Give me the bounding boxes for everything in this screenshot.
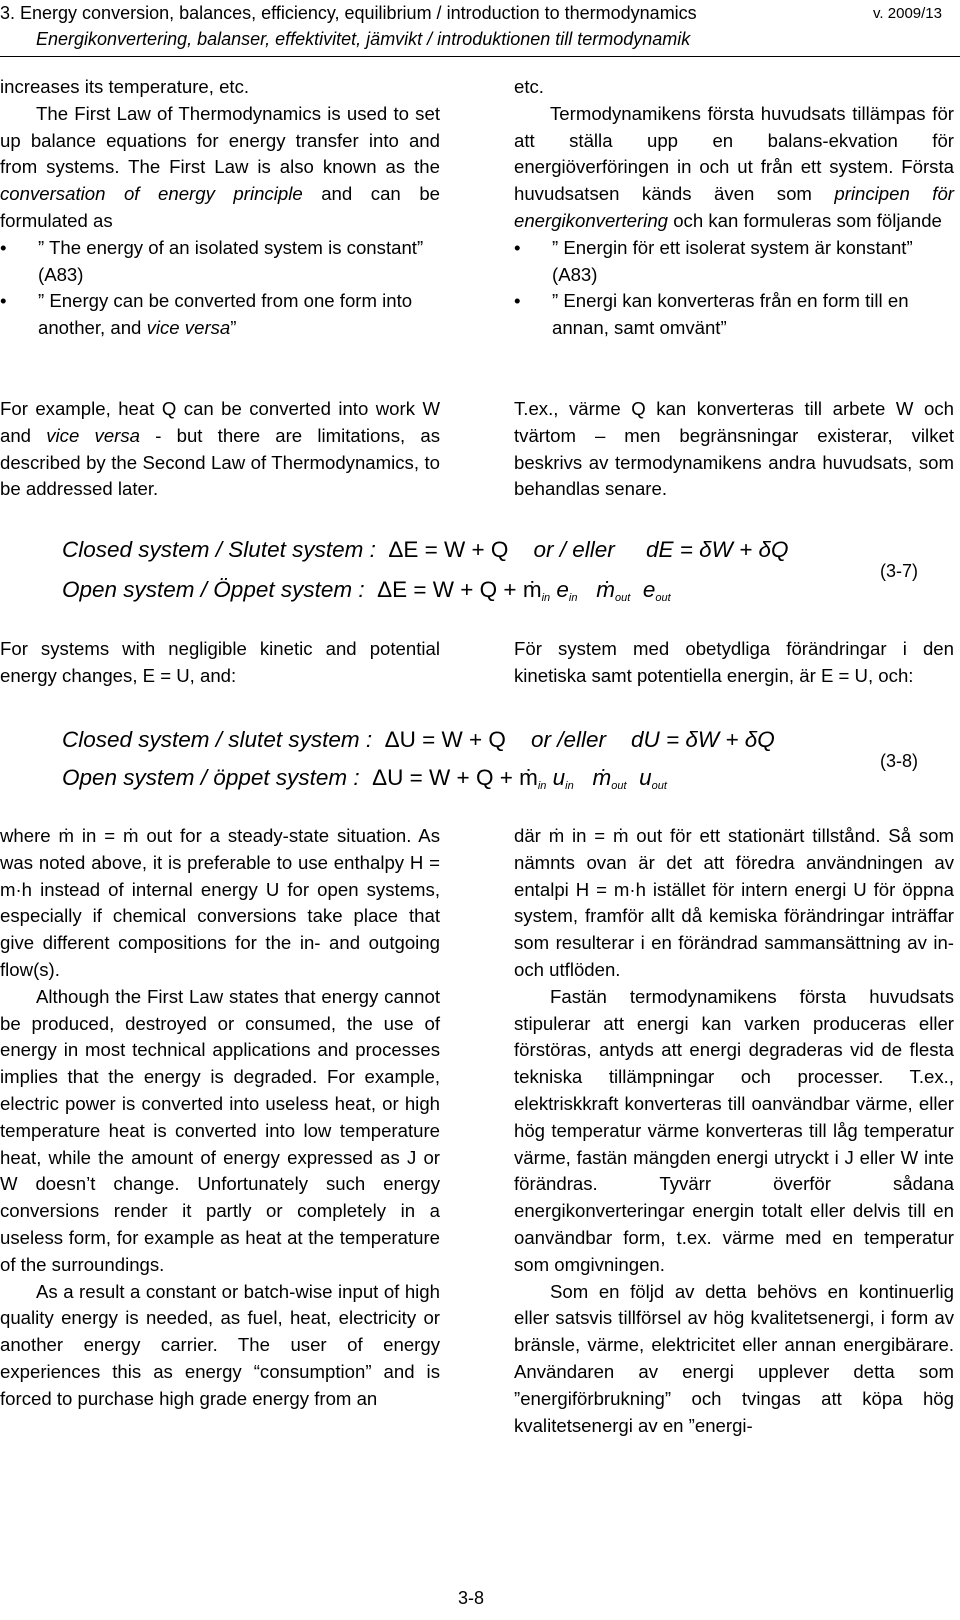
equation-3-8-line-1: Closed system / slutet system : ΔU = W + Q or /eller dU = δW + δQ [62,727,775,752]
right-text-block-2 [514,396,954,503]
right-bullet-1: • ” Energin för ett isolerat system är konstant” (A83) [514,236,913,285]
right-paragraph-4: För system med obetydliga förändringar i den kinetiska samt potentiella energin, är E = U, och: [514,638,954,686]
right-text-block-1 [514,74,954,342]
bullet-mark: • [0,236,7,258]
left-text-block-4 [0,823,440,1413]
left-paragraph-3: For example, heat Q can be converted into work W and vice versa - but there are limitations, as described by the Second Law of Thermodynamics, to be addressed later. [0,398,441,500]
header-version: v. 2009/13 [873,5,942,22]
right-bullet-list [514,235,954,342]
header-title-en: 3. Energy conversion, balances, efficiency, equilibrium / introduction to thermodynamics [0,3,697,23]
left-paragraph-6: Although the First Law states that energy cannot be produced, destroyed or consumed, the use of energy in most technical applications and processes implies that the energy is degraded. For example, electric power is converted into useless heat, or high temperature heat is converted into low temperature heat, while the amount of energy expressed as J or W doesn’t change. Unfortunately such energy conversions render it partly or completely in a useless form, for example as heat at the temperature of the surroundings. [0,985,440,1275]
left-bullet-2: • ” Energy can be converted from one form into another, and vice versa” [0,290,413,339]
right-paragraph-5: där ṁ in = ṁ out för ett stationärt tillstånd. Så som nämnts ovan är det att föredra användningen av entalpi H = m·h istället för intern energi U för öppna system, framför allt då kemiska förändringar inträffar som resulterar i en förändrad sammansättning av in- och utflöden. [514,825,954,980]
equation-number-3-7: (3-7) [880,561,919,581]
page-number: 3-8 [458,1588,485,1608]
left-bullet-list [0,235,440,342]
left-text-block-1 [0,74,440,342]
right-paragraph-3: T.ex., värme Q kan konverteras till arbete W och tvärtom – men begränsningar existerar, vilket beskrivs av termodynamikens andra huvudsats, som behandlas senare. [514,398,954,500]
left-paragraph-1: increases its temperature, etc. [0,76,250,97]
equation-3-7-line-2: Open system / Öppet system : ΔE = W + Q + ṁin ein ṁout eout [62,577,671,604]
equation-number-3-8: (3-8) [880,751,919,771]
left-paragraph-4: For systems with negligible kinetic and potential energy changes, E = U, and: [0,638,440,686]
header-title-sv: Energikonvertering, balanser, effektivitet, jämvikt / introduktionen till termodynamik [36,29,691,49]
equation-3-8-line-2: Open system / öppet system : ΔU = W + Q + ṁin uin ṁout uout [62,765,667,792]
right-paragraph-6: Fastän termodynamikens första huvudsats stipulerar att energi kan varken produceras eller förstöras, antyds att energi degraderas vid de flesta tekniska tillämpningar och processer. T.ex., elektriskkraft konverteras till oanvändbar värme, eller hög temperatur värme konverteras till låg temperatur värme, fastän mängden energi utryckt i J eller W inte förändras. Tyvärr överför sådana energikonverteringar energin totalt eller delvis till en oanvändbar form, t.ex. värme med en temperatur som omgivningen. [514,985,954,1275]
left-bullet-1: • ” The energy of an isolated system is constant” (A83) [0,236,424,285]
left-text-block-3 [0,636,440,690]
page-header [0,0,960,57]
left-paragraph-7: As a result a constant or batch-wise input of high quality energy is needed, as fuel, heat, electricity or another energy carrier. The user of energy experiences this as energy “consumption” and is forced to purchase high grade energy from an [0,1280,440,1409]
left-text-block-2 [0,396,440,503]
left-paragraph-5: where ṁ in = ṁ out for a steady-state situation. As was noted above, it is preferable to use enthalpy H = m·h instead of internal energy U for open systems, especially if chemical conversions take place that give different compositions for the in- and outgoing flow(s). [0,825,440,980]
right-bullet-2: • ” Energi kan konverteras från en form till en annan, samt omvänt” [514,290,909,339]
right-text-block-4 [514,823,954,1439]
left-paragraph-2: The First Law of Thermodynamics is used to set up balance equations for energy transfer into and from systems. The First Law is also known as the conversation of energy principle and can be formulated as [0,102,440,231]
right-text-block-3 [514,636,954,690]
equation-3-7-line-1: Closed system / Slutet system : ΔE = W + Q or / eller dE = δW + δQ [62,537,789,562]
right-paragraph-1: etc. [514,76,544,97]
bullet-mark: • [514,290,521,312]
right-paragraph-7: Som en följd av detta behövs en kontinuerlig eller satsvis tillförsel av hög kvalitetsenergi, i form av bränsle, värme, elektricitet eller annan energibärare. Användaren av energi upplever detta som ”energiförbrukning” och tvingas att köpa hög kvalitetsenergi av en ”energi- [514,1280,954,1436]
right-paragraph-2: Termodynamikens första huvudsats tillämpas för att ställa upp en balans-ekvation för energiöverföringen in och ut från ett system. Första huvudsatsen känds även som principen för energikonvertering och kan formuleras som följande [514,102,954,231]
bullet-mark: • [514,236,521,258]
bullet-mark: • [0,290,7,312]
